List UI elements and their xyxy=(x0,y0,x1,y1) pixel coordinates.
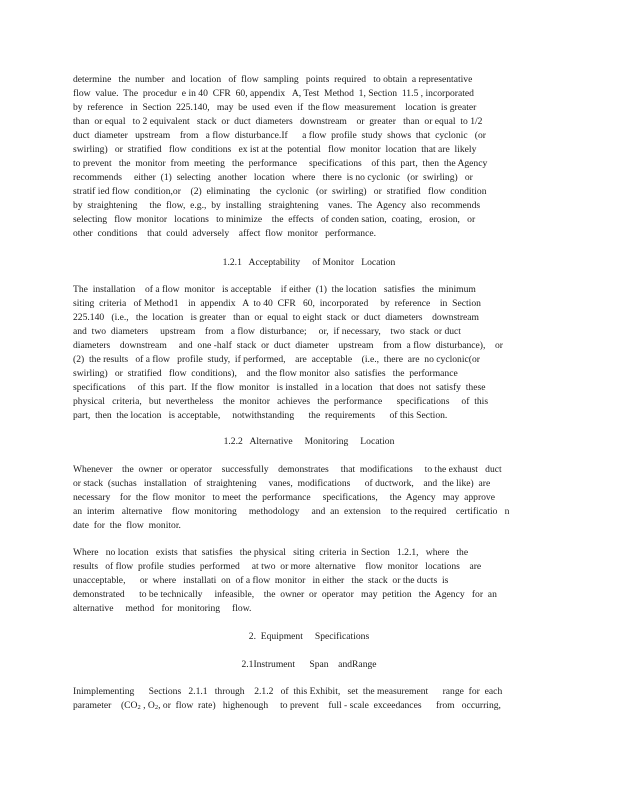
text-line: unacceptable, or where installati on of a flow monitor in either the stack or the ducts is xyxy=(73,575,449,586)
text-line: necessary for the flow monitor to meet the performance specifications, the Agency may approve xyxy=(73,492,495,503)
text-line: diameters downstream and one -half stack or duct diameter upstream from a flow disturbance), or xyxy=(73,340,503,351)
text-line: siting criteria of Method1 in appendix A to 40 CFR 60, incorporated by reference in Section xyxy=(73,298,481,309)
text-line: Whenever the owner or operator successfully demonstrates that modifications to the exhaust duct xyxy=(73,464,502,475)
text-line: flow value. The procedur e in 40 CFR 60, appendix A, Test Method 1, Section 11.5 , incorporated xyxy=(73,88,474,99)
text-fragment: parameter (CO xyxy=(73,700,138,711)
text-line: part, then the location is acceptable, notwithstanding the requirements of this Section. xyxy=(73,410,448,421)
text-line: an interim alternative flow monitoring methodology and an extension to the required certificatio n xyxy=(73,506,510,517)
text-line: Where no location exists that satisfies the physical siting criteria in Section 1.2.1, where the xyxy=(73,547,469,558)
text-line: and two diameters upstream from a flow disturbance; or, if necessary, two stack or duct xyxy=(73,326,461,337)
subscript: 2 xyxy=(154,704,159,711)
text-line: physical criteria, but nevertheless the monitor achieves the performance specifications of this xyxy=(73,396,489,407)
text-line xyxy=(73,699,533,712)
text-line: specifications of this part. If the flow monitor is installed in a location that does not satisfy these xyxy=(73,382,486,393)
text-line: other conditions that could adversely affect flow monitor performance. xyxy=(73,228,376,239)
section-heading-equipment-specifications: 2. Equipment Specifications xyxy=(248,631,370,642)
text-line: duct diameter upstream from a flow disturbance.If a flow profile study shows that cyclonic (or xyxy=(73,130,486,141)
text-line: (2) the results of a flow profile study, if performed, are acceptable (i.e., there are no cyclonic(or xyxy=(73,354,480,365)
text-line: Inimplementing Sections 2.1.1 through 2.1.2 of this Exhibit, set the measurement range for each xyxy=(73,686,503,697)
text-line: The installation of a flow monitor is acceptable if either (1) the location satisfies the minimum xyxy=(73,284,476,295)
text-line: demonstrated to be technically infeasible, the owner or operator may petition the Agency for an xyxy=(73,589,497,600)
text-line: date for the flow monitor. xyxy=(73,520,181,531)
section-heading-acceptability: 1.2.1 Acceptability of Monitor Location xyxy=(222,257,396,268)
text-line: swirling) or stratified flow conditions ex ist at the potential flow monitor location that are likely xyxy=(73,144,477,155)
text-line: results of flow profile studies performed at two or more alternative flow monitor locations are xyxy=(73,561,482,572)
text-line: to prevent the monitor from meeting the performance specifications of this part, then the Agency xyxy=(73,158,488,169)
subscript: 2 xyxy=(137,704,141,711)
text-line: or stack (suchas installation of straightening vanes, modifications of ductwork, and the like) are xyxy=(73,478,491,489)
text-line: swirling) or stratified flow conditions), and the flow monitor also satisfies the performance xyxy=(73,368,458,379)
text-line: stratif ied flow condition,or (2) eliminating the cyclonic (or swirling) or stratified flow condition xyxy=(73,186,487,197)
section-heading-alternative-location: 1.2.2 Alternative Monitoring Location xyxy=(223,436,395,447)
text-line: than or equal to 2 equivalent stack or duct diameters downstream or greater than or equal to 1/2 xyxy=(73,116,483,127)
text-line: determine the number and location of flow sampling points required to obtain a representative xyxy=(73,74,473,85)
text-line: 225.140 (i.e., the location is greater than or equal to eight stack or duct diameters downstream xyxy=(73,312,480,323)
text-line: by reference in Section 225.140, may be used even if the flow measurement location is greater xyxy=(73,102,477,113)
text-line: by straightening the flow, e.g., by installing straightening vanes. The Agency also recommends xyxy=(73,200,481,211)
section-heading-instrument-span-range: 2.1Instrument Span andRange xyxy=(241,659,377,670)
text-fragment: , or flow rate) highenough to prevent full - scale exceedances from occurring, xyxy=(158,700,501,711)
text-line: selecting flow monitor locations to minimize the effects of conden sation, coating, erosion, or xyxy=(73,214,476,225)
text-fragment: , O xyxy=(140,700,155,711)
text-line: recommends either (1) selecting another location where there is no cyclonic (or swirling) or xyxy=(73,172,473,183)
text-line: alternative method for monitoring flow. xyxy=(73,603,252,614)
